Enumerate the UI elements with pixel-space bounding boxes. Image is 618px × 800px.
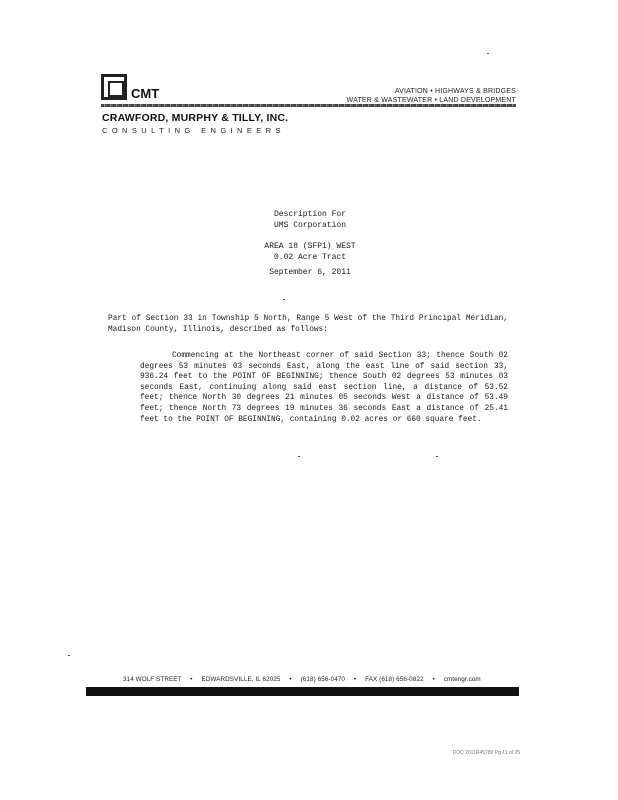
footer-separator: • xyxy=(190,676,193,683)
scan-speck xyxy=(283,299,285,300)
footer-fax: FAX (618) 656-0822 xyxy=(365,676,424,683)
footer-website: cmtengr.com xyxy=(443,676,481,683)
company-logo xyxy=(101,74,159,100)
location-paragraph: Part of Section 33 in Township 5 North, Range 5 West of the Third Principal Meridian, Madison County, Illinois, described as follows: xyxy=(108,315,508,334)
heading-line-2: UMS Corporation xyxy=(273,220,346,230)
services-tagline xyxy=(296,87,516,105)
heading-line-4: 0.02 Acre Tract xyxy=(273,252,346,262)
company-subtitle: CONSULTING ENGINEERS xyxy=(102,126,285,135)
recording-stamp: DOC 2011R45789 Pg 11 of 25 xyxy=(452,750,520,756)
footer-phone: (618) 656-0470 xyxy=(300,676,346,683)
footer-street: 314 WOLF STREET xyxy=(123,676,182,683)
scan-speck xyxy=(436,456,438,457)
legal-description-text: Commencing at the Northeast corner of said Section 33; thence South 02 degrees 53 minutes 03 seconds East, along the east line of said section 33, 936.24 feet to the POINT OF BEGINNING; thence South 02 degrees 53 minutes 03 seconds East, continuing along said east section line, a distance of 53.52 feet; thence North 30 degrees 21 minutes 05 seconds West a distance of 53.49 feet; thence North 73 degrees 19 minutes 36 seconds East a distance of 25.41 feet to the POINT OF BEGINNING, containing 0.02 acres or 660 square feet. xyxy=(140,352,508,424)
tagline-line-2: WATER & WASTEWATER • LAND DEVELOPMENT xyxy=(346,97,516,104)
footer-separator: • xyxy=(289,676,292,683)
footer-address xyxy=(123,676,513,683)
scan-speck xyxy=(487,53,489,54)
footer-separator: • xyxy=(353,676,357,683)
logo-text: CMT xyxy=(131,86,160,101)
footer-bar xyxy=(86,687,519,696)
scan-speck xyxy=(68,655,70,656)
heading-line-1: Description For xyxy=(273,210,346,219)
footer-separator: • xyxy=(432,676,435,683)
heading-line-3: AREA 18 (SFP1) WEST xyxy=(264,242,356,251)
tract-heading xyxy=(200,242,420,263)
description-heading xyxy=(200,210,420,231)
letterhead-rule xyxy=(101,104,516,107)
tagline-line-1: AVIATION • HIGHWAYS & BRIDGES xyxy=(394,88,516,95)
company-name: CRAWFORD, MURPHY & TILLY, INC. xyxy=(102,112,289,124)
logo-square-icon xyxy=(101,74,127,100)
scan-speck xyxy=(298,456,300,457)
heading-date: September 6, 2011 xyxy=(269,268,351,277)
legal-description-paragraph xyxy=(140,351,508,425)
footer-city: EDWARDSVILLE, IL 62025 xyxy=(201,676,281,683)
date-heading xyxy=(200,268,420,279)
